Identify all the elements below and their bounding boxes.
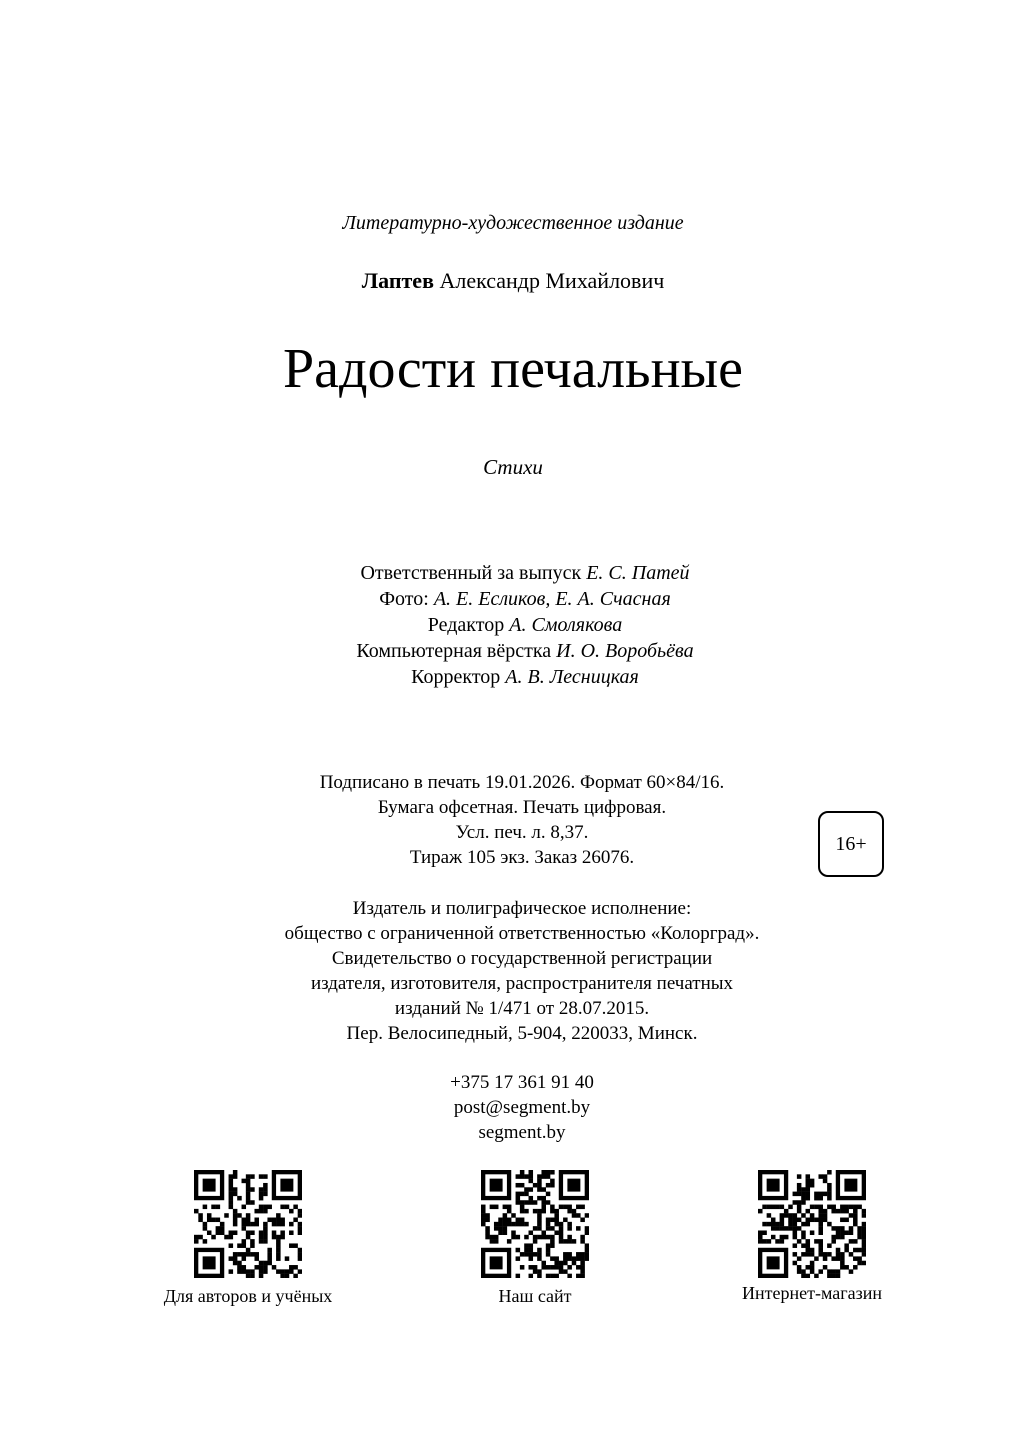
qr-authors[interactable] (128, 1170, 368, 1307)
qr-caption: Для авторов и учёных (163, 1286, 333, 1306)
qr-shop[interactable] (692, 1170, 932, 1304)
author-name (0, 268, 1026, 294)
imprint-line: Тираж 105 экз. Заказ 26076. (409, 847, 635, 868)
publisher-block (0, 896, 1026, 1046)
qr-site[interactable] (415, 1170, 655, 1307)
qr-caption: Интернет-магазин (742, 1283, 882, 1303)
website-url: segment.by (478, 1122, 566, 1143)
book-title: Радости печальные (282, 338, 744, 400)
phone-number: +375 17 361 91 40 (450, 1072, 594, 1093)
publisher-line: издателя, изготовителя, распространителя печатных (310, 973, 734, 994)
credit-role: Редактор (427, 614, 505, 636)
imprint-line: Усл. печ. л. 8,37. (455, 822, 589, 843)
author-given-names: Александр Михайлович (439, 268, 665, 293)
credit-role: Компьютерная вёрстка (356, 640, 552, 662)
credit-row (0, 664, 1026, 690)
contacts-block (0, 1070, 1026, 1145)
credit-row (0, 638, 1026, 664)
credit-role: Ответственный за выпуск (360, 562, 582, 584)
credits-block (0, 560, 1026, 690)
imprint-line: Бумага офсетная. Печать цифровая. (377, 797, 667, 818)
publisher-line: Пер. Велосипедный, 5-904, 220033, Минск. (346, 1023, 698, 1044)
credit-names: А. В. Лесницкая (505, 666, 639, 688)
qr-code-icon (194, 1170, 302, 1278)
email-address: post@segment.by (453, 1097, 591, 1118)
book-subtitle: Стихи (483, 455, 543, 479)
publisher-line: Издатель и полиграфическое исполнение: (352, 898, 692, 919)
age-rating-badge: 16+ (818, 811, 884, 877)
edition-type: Литературно-художественное издание (342, 212, 684, 234)
author-surname: Лаптев (361, 268, 434, 293)
credit-names: Е. С. Патей (586, 562, 690, 584)
credit-row (0, 586, 1026, 612)
credit-names: А. Смолякова (509, 614, 623, 636)
credit-role: Корректор (411, 666, 501, 688)
credit-names: А. Е. Есликов, Е. А. Счасная (433, 588, 671, 610)
credit-names: И. О. Воробьёва (556, 640, 694, 662)
imprint-line: Подписано в печать 19.01.2026. Формат 60×84/16. (319, 772, 725, 793)
credit-row (0, 560, 1026, 586)
publisher-line: общество с ограниченной ответственностью «Колорград». (284, 923, 760, 944)
credit-row (0, 612, 1026, 638)
qr-caption: Наш сайт (498, 1286, 572, 1306)
publisher-line: изданий № 1/471 от 28.07.2015. (394, 998, 650, 1019)
qr-code-icon (758, 1170, 866, 1278)
publisher-line: Свидетельство о государственной регистрации (331, 948, 713, 969)
credit-role: Фото: (379, 588, 429, 610)
qr-code-icon (481, 1170, 589, 1278)
